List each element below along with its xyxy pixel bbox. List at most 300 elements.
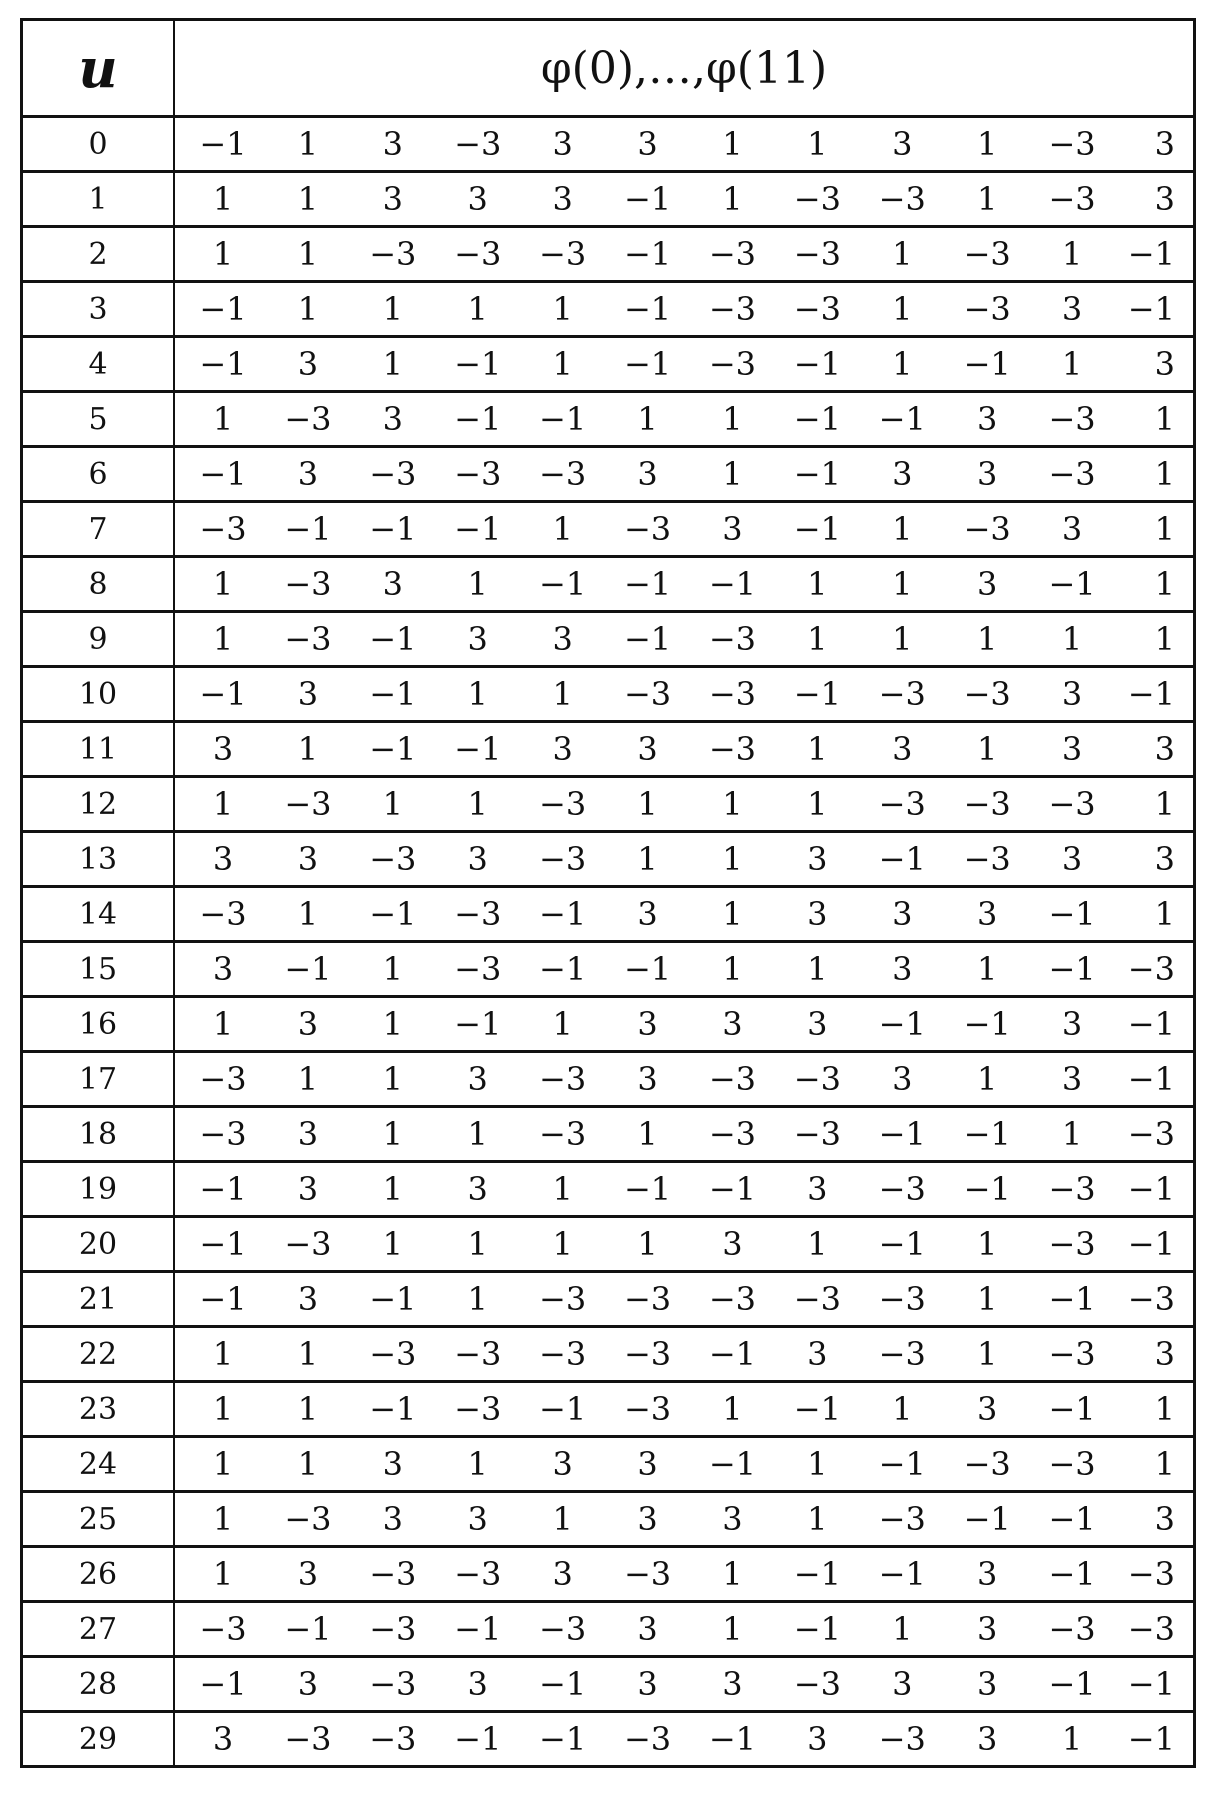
phi-values-cell <box>174 1327 1195 1382</box>
phi-value: −1 <box>181 125 265 163</box>
phi-value: 3 <box>1030 1005 1114 1043</box>
phi-value: −1 <box>1030 1500 1114 1538</box>
table-row <box>22 447 1195 502</box>
phi-value: 1 <box>606 1225 690 1263</box>
phi-value: 1 <box>181 785 265 823</box>
phi-value: −3 <box>436 1335 520 1373</box>
phi-value: 1 <box>775 1225 859 1263</box>
phi-value: −3 <box>181 1060 265 1098</box>
phi-value: 3 <box>521 125 605 163</box>
phi-value: 3 <box>690 1005 774 1043</box>
phi-values-cell <box>174 1492 1195 1547</box>
phi-value: −3 <box>690 1115 774 1153</box>
phi-values <box>175 345 1193 383</box>
phi-value: 3 <box>775 1005 859 1043</box>
phi-values <box>175 400 1193 438</box>
phi-value: −3 <box>1115 1280 1175 1318</box>
phi-value: 1 <box>775 1500 859 1538</box>
phi-value: −3 <box>436 895 520 933</box>
phi-value: −3 <box>521 235 605 273</box>
phi-value: −3 <box>945 840 1029 878</box>
phi-value: 1 <box>860 1610 944 1648</box>
phi-value: −3 <box>860 675 944 713</box>
table-row <box>22 1492 1195 1547</box>
phi-values <box>175 180 1193 218</box>
phi-value: −1 <box>351 510 435 548</box>
phi-value: −1 <box>860 1555 944 1593</box>
phi-value: −1 <box>945 345 1029 383</box>
phi-value: −3 <box>945 785 1029 823</box>
phi-value: 3 <box>860 730 944 768</box>
phi-value: −3 <box>436 950 520 988</box>
phi-value: 3 <box>606 1500 690 1538</box>
phi-value: 1 <box>775 730 859 768</box>
phi-values-cell <box>174 1712 1195 1767</box>
phi-value: 3 <box>606 730 690 768</box>
phi-value: 1 <box>690 180 774 218</box>
phi-value: 1 <box>181 1005 265 1043</box>
phi-value: −1 <box>266 510 350 548</box>
phi-value: −3 <box>1030 1170 1114 1208</box>
phi-value: −3 <box>775 1665 859 1703</box>
phi-value: 1 <box>860 345 944 383</box>
phi-values <box>175 1005 1193 1043</box>
phi-value: 1 <box>606 840 690 878</box>
phi-value: 1 <box>945 1060 1029 1098</box>
phi-value: 3 <box>1030 840 1114 878</box>
phi-values-cell <box>174 1052 1195 1107</box>
phi-value: 1 <box>1115 400 1175 438</box>
phi-value: 3 <box>945 1390 1029 1428</box>
phi-value: 3 <box>436 620 520 658</box>
phi-value: 1 <box>181 565 265 603</box>
phi-value: 1 <box>690 455 774 493</box>
phi-value: 1 <box>266 1060 350 1098</box>
phi-value: −3 <box>860 180 944 218</box>
phi-value: 1 <box>775 620 859 658</box>
u-cell: 2 <box>22 227 175 282</box>
phi-value: 3 <box>1030 1060 1114 1098</box>
phi-value: 1 <box>436 565 520 603</box>
phi-value: 3 <box>181 840 265 878</box>
phi-value: −3 <box>775 290 859 328</box>
phi-value: 3 <box>521 1445 605 1483</box>
phi-value: −1 <box>775 1390 859 1428</box>
phi-value: 1 <box>181 235 265 273</box>
table-row <box>22 1437 1195 1492</box>
phi-value: −1 <box>1030 1280 1114 1318</box>
phi-values-cell <box>174 832 1195 887</box>
phi-value: 3 <box>606 1665 690 1703</box>
phi-value: 3 <box>606 125 690 163</box>
phi-value: −3 <box>775 1060 859 1098</box>
phi-value: −1 <box>1115 1060 1175 1098</box>
phi-values-cell <box>174 117 1195 172</box>
phi-value: 1 <box>266 1390 350 1428</box>
phi-value: −3 <box>266 785 350 823</box>
phi-value: −1 <box>860 840 944 878</box>
phi-value: 1 <box>521 1225 605 1263</box>
phi-value: 3 <box>860 1060 944 1098</box>
phi-value: 3 <box>521 620 605 658</box>
phi-value: −3 <box>351 840 435 878</box>
phi-value: −3 <box>1030 785 1114 823</box>
u-cell: 11 <box>22 722 175 777</box>
phi-value: 3 <box>1030 730 1114 768</box>
phi-value: −3 <box>690 730 774 768</box>
phi-value: −1 <box>181 1280 265 1318</box>
phi-value: −1 <box>606 950 690 988</box>
phi-value: −1 <box>775 400 859 438</box>
phi-value: 3 <box>945 400 1029 438</box>
u-cell: 28 <box>22 1657 175 1712</box>
phi-values <box>175 125 1193 163</box>
phi-value: 3 <box>945 1555 1029 1593</box>
phi-value: 1 <box>690 125 774 163</box>
phi-value: −3 <box>1115 1610 1175 1648</box>
phi-value: 1 <box>1115 565 1175 603</box>
phi-value: 1 <box>521 1005 605 1043</box>
phi-values-cell <box>174 1217 1195 1272</box>
phi-values <box>175 1280 1193 1318</box>
phi-value: −3 <box>521 1335 605 1373</box>
header-row <box>22 20 1195 117</box>
u-cell: 0 <box>22 117 175 172</box>
phi-value: −1 <box>521 1390 605 1428</box>
phi-values-cell <box>174 557 1195 612</box>
phi-value: 3 <box>436 180 520 218</box>
phi-value: −3 <box>521 1115 605 1153</box>
phi-value: 3 <box>266 1170 350 1208</box>
phi-value: 3 <box>945 455 1029 493</box>
phi-value: −1 <box>521 950 605 988</box>
phi-value: 3 <box>775 1720 859 1758</box>
phi-value: 1 <box>860 510 944 548</box>
phi-value: 3 <box>945 1665 1029 1703</box>
phi-values-cell <box>174 1107 1195 1162</box>
phi-value: −3 <box>690 675 774 713</box>
phi-value: 3 <box>606 895 690 933</box>
phi-value: 3 <box>1115 1500 1175 1538</box>
table-row <box>22 942 1195 997</box>
phi-value: 3 <box>945 895 1029 933</box>
table-row <box>22 1657 1195 1712</box>
u-cell: 25 <box>22 1492 175 1547</box>
table-row <box>22 1712 1195 1767</box>
table-row <box>22 172 1195 227</box>
u-cell: 13 <box>22 832 175 887</box>
phi-value: −1 <box>351 1280 435 1318</box>
phi-value: 1 <box>945 125 1029 163</box>
phi-value: −3 <box>351 1665 435 1703</box>
phi-value: 1 <box>860 235 944 273</box>
table-row <box>22 227 1195 282</box>
phi-value: 3 <box>436 1500 520 1538</box>
phi-value: −3 <box>1030 1225 1114 1263</box>
phi-value: −3 <box>521 785 605 823</box>
phi-value: 1 <box>436 675 520 713</box>
phi-value: 3 <box>1030 510 1114 548</box>
phi-value: −3 <box>860 785 944 823</box>
phi-value: −3 <box>436 1390 520 1428</box>
phi-value: 3 <box>606 1610 690 1648</box>
table-row <box>22 1052 1195 1107</box>
phi-value: 1 <box>690 895 774 933</box>
phi-value: −1 <box>436 1720 520 1758</box>
phi-value: −3 <box>606 1555 690 1593</box>
u-cell: 17 <box>22 1052 175 1107</box>
table-row <box>22 117 1195 172</box>
phi-value: −3 <box>521 1610 605 1648</box>
u-cell: 20 <box>22 1217 175 1272</box>
phi-values <box>175 1610 1193 1648</box>
phi-value: 3 <box>606 455 690 493</box>
phi-value: 3 <box>1115 1335 1175 1373</box>
phi-value: −1 <box>181 675 265 713</box>
phi-value: 1 <box>181 180 265 218</box>
table-row <box>22 1217 1195 1272</box>
phi-value: −1 <box>775 1555 859 1593</box>
phi-value: 1 <box>436 1115 520 1153</box>
phi-value: −3 <box>606 1720 690 1758</box>
phi-value: −3 <box>436 1555 520 1593</box>
phi-value: 3 <box>1030 290 1114 328</box>
phi-value: −1 <box>775 345 859 383</box>
phi-value: −3 <box>775 235 859 273</box>
phi-value: −3 <box>1030 1445 1114 1483</box>
phi-value: 1 <box>860 1390 944 1428</box>
phi-value: 1 <box>351 950 435 988</box>
phi-value: −3 <box>351 1720 435 1758</box>
phi-value: −1 <box>860 1115 944 1153</box>
phi-value: −3 <box>860 1720 944 1758</box>
phi-value: 3 <box>1030 675 1114 713</box>
phi-value: 3 <box>775 1335 859 1373</box>
phi-value: 3 <box>266 675 350 713</box>
table-row <box>22 337 1195 392</box>
phi-values-cell <box>174 172 1195 227</box>
phi-value: 1 <box>436 1280 520 1318</box>
phi-value: 1 <box>775 565 859 603</box>
phi-values-cell <box>174 1382 1195 1437</box>
phi-values <box>175 1500 1193 1538</box>
phi-value: −3 <box>690 620 774 658</box>
u-cell: 8 <box>22 557 175 612</box>
phi-value: −1 <box>181 455 265 493</box>
phi-value: 1 <box>521 675 605 713</box>
phi-value: 1 <box>1115 1445 1175 1483</box>
phi-values <box>175 290 1193 328</box>
phi-value: −3 <box>181 1610 265 1648</box>
u-cell: 19 <box>22 1162 175 1217</box>
phi-value: −1 <box>436 345 520 383</box>
phi-values <box>175 1665 1193 1703</box>
phi-value: −1 <box>606 1170 690 1208</box>
phi-value: 1 <box>860 620 944 658</box>
phi-value: 1 <box>181 1390 265 1428</box>
phi-value: 3 <box>266 1665 350 1703</box>
phi-values <box>175 1115 1193 1153</box>
phi-value: −3 <box>521 455 605 493</box>
phi-value: 3 <box>860 455 944 493</box>
phi-value: −1 <box>860 1445 944 1483</box>
phi-value: 1 <box>1030 620 1114 658</box>
phi-values-cell <box>174 282 1195 337</box>
phi-value: −1 <box>351 675 435 713</box>
phi-value: −1 <box>1030 950 1114 988</box>
phi-value: −3 <box>266 1225 350 1263</box>
phi-value: −1 <box>1115 1170 1175 1208</box>
phi-value: 1 <box>1115 455 1175 493</box>
phi-value: −1 <box>436 730 520 768</box>
phi-value: 1 <box>181 400 265 438</box>
phi-values-cell <box>174 1657 1195 1712</box>
phi-value: 1 <box>351 1060 435 1098</box>
phi-value: 1 <box>351 1170 435 1208</box>
phi-values-cell <box>174 392 1195 447</box>
phi-value: −1 <box>521 1665 605 1703</box>
u-cell: 14 <box>22 887 175 942</box>
phi-value: 1 <box>945 1225 1029 1263</box>
phi-value: 1 <box>945 620 1029 658</box>
phi-value: −3 <box>181 895 265 933</box>
phi-values-cell <box>174 612 1195 667</box>
phi-value: −1 <box>1030 895 1114 933</box>
phi-value: −3 <box>606 510 690 548</box>
table-row <box>22 282 1195 337</box>
phi-value: −1 <box>945 1500 1029 1538</box>
table-row <box>22 502 1195 557</box>
phi-value: 1 <box>945 180 1029 218</box>
phi-value: −1 <box>860 1225 944 1263</box>
phi-value: 1 <box>945 950 1029 988</box>
phi-value: 1 <box>181 1500 265 1538</box>
phi-value: 1 <box>266 730 350 768</box>
phi-value: −3 <box>945 235 1029 273</box>
phi-values <box>175 1335 1193 1373</box>
phi-value: 3 <box>1115 730 1175 768</box>
phi-value: 1 <box>351 290 435 328</box>
u-cell: 6 <box>22 447 175 502</box>
phi-values-cell <box>174 997 1195 1052</box>
phi-sequence-table <box>20 18 1196 1768</box>
table-row <box>22 392 1195 447</box>
phi-value: 1 <box>351 345 435 383</box>
phi-value: −3 <box>351 235 435 273</box>
phi-value: 1 <box>181 1555 265 1593</box>
phi-value: −3 <box>606 1335 690 1373</box>
phi-value: 3 <box>690 1225 774 1263</box>
phi-values-cell <box>174 777 1195 832</box>
phi-value: −3 <box>351 1610 435 1648</box>
phi-values <box>175 235 1193 273</box>
phi-value: 1 <box>521 290 605 328</box>
phi-values <box>175 950 1193 988</box>
phi-value: −1 <box>690 1170 774 1208</box>
phi-value: 3 <box>606 1445 690 1483</box>
phi-values <box>175 1445 1193 1483</box>
phi-values <box>175 785 1193 823</box>
table-row <box>22 997 1195 1052</box>
phi-value: −3 <box>690 345 774 383</box>
phi-value: −1 <box>690 1335 774 1373</box>
phi-value: −1 <box>351 620 435 658</box>
phi-values <box>175 510 1193 548</box>
phi-value: −1 <box>860 1005 944 1043</box>
phi-value: −1 <box>606 235 690 273</box>
phi-value: 1 <box>1030 1115 1114 1153</box>
phi-value: 3 <box>266 1280 350 1318</box>
u-cell: 27 <box>22 1602 175 1657</box>
phi-value: 3 <box>351 1445 435 1483</box>
phi-values-cell <box>174 337 1195 392</box>
phi-value: −3 <box>1115 1115 1175 1153</box>
phi-value: −3 <box>775 180 859 218</box>
phi-value: 1 <box>266 235 350 273</box>
phi-value: 1 <box>1115 895 1175 933</box>
phi-value: −1 <box>690 1720 774 1758</box>
phi-value: −3 <box>690 290 774 328</box>
phi-value: 1 <box>266 290 350 328</box>
phi-value: 3 <box>436 1060 520 1098</box>
phi-values-cell <box>174 1602 1195 1657</box>
phi-value: 3 <box>860 895 944 933</box>
phi-value: −3 <box>1030 455 1114 493</box>
phi-value: 1 <box>690 950 774 988</box>
phi-value: −3 <box>266 565 350 603</box>
phi-value: −3 <box>436 455 520 493</box>
phi-values <box>175 840 1193 878</box>
phi-value: 1 <box>1115 510 1175 548</box>
phi-value: −3 <box>860 1335 944 1373</box>
phi-values-cell <box>174 502 1195 557</box>
phi-value: 3 <box>181 730 265 768</box>
phi-value: −3 <box>690 1280 774 1318</box>
phi-value: 3 <box>351 400 435 438</box>
phi-value: 1 <box>945 1335 1029 1373</box>
phi-values <box>175 730 1193 768</box>
phi-value: −1 <box>860 400 944 438</box>
phi-value: 3 <box>351 125 435 163</box>
phi-value: 1 <box>690 785 774 823</box>
phi-value: 3 <box>266 455 350 493</box>
phi-value: 1 <box>606 400 690 438</box>
phi-values <box>175 620 1193 658</box>
phi-value: −3 <box>690 1060 774 1098</box>
phi-value: 1 <box>1030 1720 1114 1758</box>
table-row <box>22 1107 1195 1162</box>
phi-value: −1 <box>436 1005 520 1043</box>
phi-value: 1 <box>181 1335 265 1373</box>
u-cell: 3 <box>22 282 175 337</box>
table-row <box>22 887 1195 942</box>
phi-value: −1 <box>1115 1665 1175 1703</box>
phi-values <box>175 1060 1193 1098</box>
phi-value: −1 <box>775 675 859 713</box>
u-cell: 16 <box>22 997 175 1052</box>
phi-value: 1 <box>945 730 1029 768</box>
phi-value: −1 <box>436 1610 520 1648</box>
phi-value: 1 <box>351 1225 435 1263</box>
phi-value: −1 <box>521 1720 605 1758</box>
phi-value: −1 <box>521 400 605 438</box>
phi-value: −1 <box>690 565 774 603</box>
phi-value: 3 <box>521 1555 605 1593</box>
phi-value: 3 <box>521 730 605 768</box>
phi-value: −1 <box>1115 675 1175 713</box>
phi-value: −1 <box>1115 235 1175 273</box>
u-header: u <box>22 20 175 117</box>
